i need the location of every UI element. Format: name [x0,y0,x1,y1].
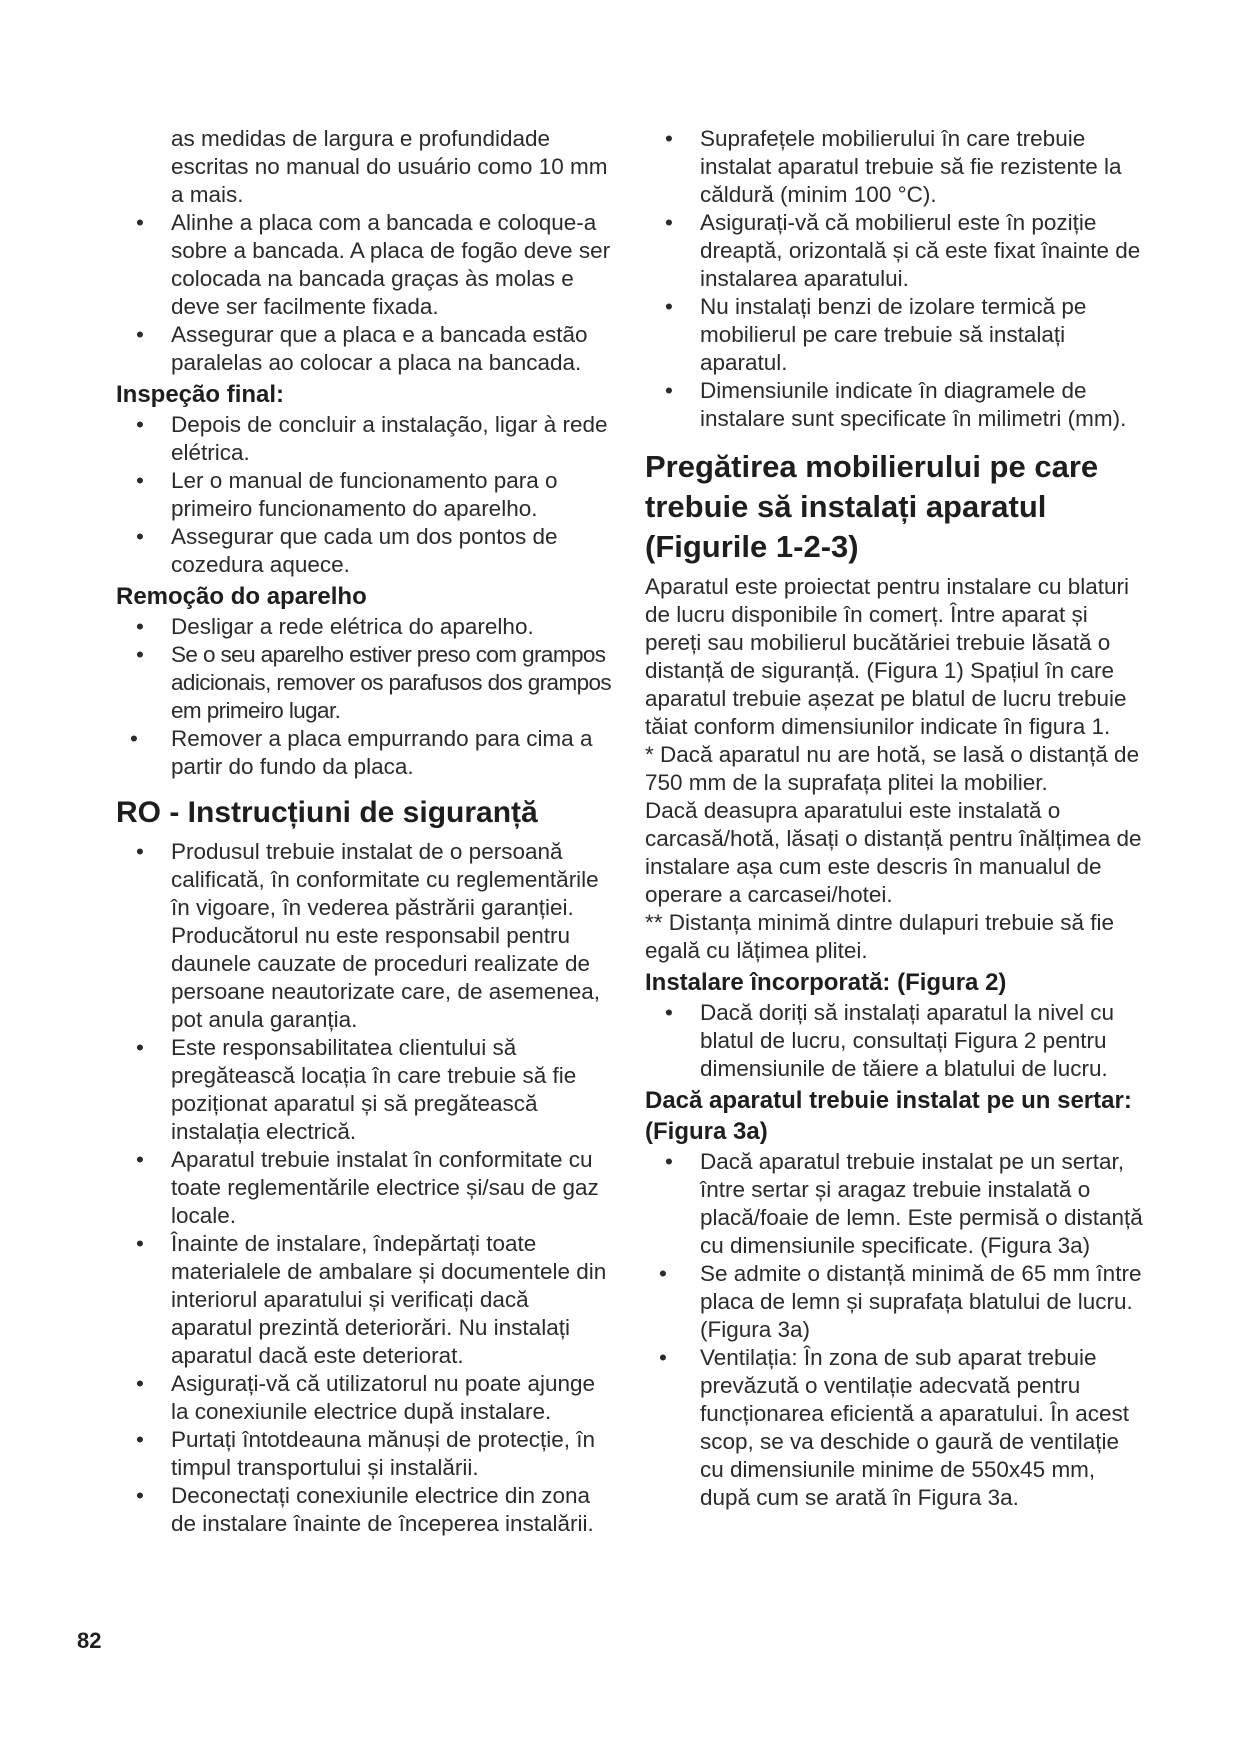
bullet-dot: • [136,322,144,347]
paragraph: * Dacă aparatul nu are hotă, se lasă o distanță de 750 mm de la suprafața plitei la mobilier. [645,742,1140,795]
bullet-dot: • [136,1231,144,1256]
list-item: • Este responsabilitatea clientului să pregătească locația în care trebuie să fie poziționat aparatul și să pregătească instalația electrică. [136,1035,577,1144]
section-title-ro: RO - Instrucțiuni de siguranță [116,796,538,829]
bullet-dot: • [136,1483,144,1508]
list-item: • Nu instalați benzi de izolare termică pe mobilierul pe care trebuie să instalați aparatul. [665,294,1087,375]
ro-bullets [116,838,612,1538]
bullet-dot: • [136,524,144,549]
list-item: • Ler o manual de funcionamento para o primeiro funcionamento do aparelho. [136,468,558,521]
list-item: • Alinhe a placa com a bancada e coloque-a sobre a bancada. A placa de fogão deve ser colocada na bancada graças às molas e deve ser facilmente fixada. [136,210,611,319]
list-item: • Dacă doriți să instalați aparatul la nivel cu blatul de lucru, consultați Figura 2 pentru dimensiunile de tăiere a blatului de lucru. [665,1000,1114,1081]
right-column [645,125,1145,1512]
bullet-dot: • [659,1345,667,1370]
list-item: • Assegurar que a placa e a bancada estão paralelas ao colocar a placa na bancada. [136,322,588,375]
bullet-dot: • [136,1035,144,1060]
list-item: • Aparatul trebuie instalat în conformitate cu toate reglementările electrice și/sau de gaz locale. [136,1147,599,1228]
list-item: • Depois de concluir a instalação, ligar à rede elétrica. [136,412,608,465]
list-item: • Suprafețele mobilierului în care trebuie instalat aparatul trebuie să fie rezistente la căldură (minim 100 °C). [665,126,1122,207]
bullet-dot: • [665,126,673,151]
list-item: • Ventilația: În zona de sub aparat trebuie prevăzută o ventilație adecvată pentru funcționarea eficientă a aparatului. În acest scop, se va deschide o gaură de ventilație cu dimensiunile minime de 550x45 mm, după cum se arată în Figura 3a. [659,1345,1130,1510]
list-item: • Asigurați-vă că mobilierul este în poziție dreaptă, orizontală și că este fixat înainte de instalarea aparatului. [665,210,1141,291]
bullet-dot: • [130,726,138,751]
install-bullets [116,209,612,377]
bullet-dot: • [665,294,673,319]
furniture-bullets [645,125,1145,433]
bullet-dot: • [136,210,144,235]
list-item: • Se admite o distanță minimă de 65 mm între placa de lemn și suprafața blatului de lucru. (Figura 3a) [659,1261,1142,1342]
list-item: • Desligar a rede elétrica do aparelho. [136,614,534,639]
bullet-dot: • [665,210,673,235]
list-item: • Deconectați conexiunile electrice din zona de instalare înainte de începerea instalării. [136,1483,594,1536]
list-item: • Dacă aparatul trebuie instalat pe un sertar, între sertar și aragaz trebuie instalată o placă/foaie de lemn. Este permisă o distanță cu dimensiunile specificate. (Figura 3a) [665,1149,1143,1258]
bullet-dot: • [136,1371,144,1396]
list-item: • Remover a placa empurrando para cima a partir do fundo da placa. [130,726,593,779]
paragraph: Dacă deasupra aparatului este instalată o carcasă/hotă, lăsați o distanță pentru înălțimea de instalare așa cum este descris în manualul de operare a carcasei/hotei. [645,798,1142,907]
sertar-bullets [645,1148,1145,1512]
list-item: • Assegurar que cada um dos pontos de cozedura aquece. [136,524,558,577]
section-heading-inspecao: Inspeção final: [116,381,285,408]
bullet-dot: • [136,412,144,437]
left-column [116,125,612,1538]
bullet-dot: • [665,378,673,403]
bullet-dot: • [136,839,144,864]
bullet-dot: • [136,1427,144,1452]
paragraph: Aparatul este proiectat pentru instalare cu blaturi de lucru disponibile în comerț. Între aparat și pereți sau mobilierul bucătăriei trebuie lăsată o distanță de siguranță. (Figura 1) Spațiul în care aparatul trebuie așezat pe blatul de lucru trebuie tăiat conform dimensiunilor indicate în figura 1. [645,574,1130,739]
bullet-dot: • [665,1000,673,1025]
paragraph: ** Distanța minimă dintre dulapuri trebuie să fie egală cu lățimea plitei. [645,910,1114,963]
continuation-text: as medidas de largura e profundidade escritas no manual do usuário como 10 mm a mais. [171,126,608,207]
page-number: 82 [77,1628,102,1653]
list-item: • Produsul trebuie instalat de o persoană calificată, în conformitate cu reglementările în vigoare, în vederea păstrării garanției. Producătorul nu este responsabil pentru daunele cauzate de proceduri realizate de persoane neautorizate care, de asemenea, pot anula garanția. [136,839,601,1032]
bullet-dot: • [136,1147,144,1172]
list-item: • Înainte de instalare, îndepărtați toate materialele de ambalare și documentele din interiorul aparatului și verificați dacă aparatul prezintă deteriorări. Nu instalați aparatul dacă este deteriorat. [136,1231,607,1368]
bullet-dot: • [136,468,144,493]
bullet-dot: • [136,642,144,667]
inspecao-bullets [116,411,612,579]
section-title-pregatire: Pregătirea mobilierului pe care trebuie să instalați aparatul (Figurile 1-2-3) [645,449,1099,564]
section-heading-remocao: Remoção do aparelho [116,583,367,610]
section-heading-sertar: Dacă aparatul trebuie instalat pe un sertar: (Figura 3a) [645,1087,1132,1145]
list-item: • Dimensiunile indicate în diagramele de instalare sunt specificate în milimetri (mm). [665,378,1127,431]
list-item: • Se o seu aparelho estiver preso com grampos adicionais, remover os parafusos dos grampos em primeiro lugar. [136,642,612,723]
bullet-dot: • [659,1261,667,1286]
remocao-bullets [116,613,612,781]
section-heading-incorporata: Instalare încorporată: (Figura 2) [645,969,1007,996]
incorporata-bullets [645,999,1145,1083]
list-item: • Asigurați-vă că utilizatorul nu poate ajunge la conexiunile electrice după instalare. [136,1371,596,1424]
bullet-dot: • [136,614,144,639]
bullet-dot: • [665,1149,673,1174]
list-item: • Purtați întotdeauna mănuși de protecție, în timpul transportului și instalării. [136,1427,596,1480]
